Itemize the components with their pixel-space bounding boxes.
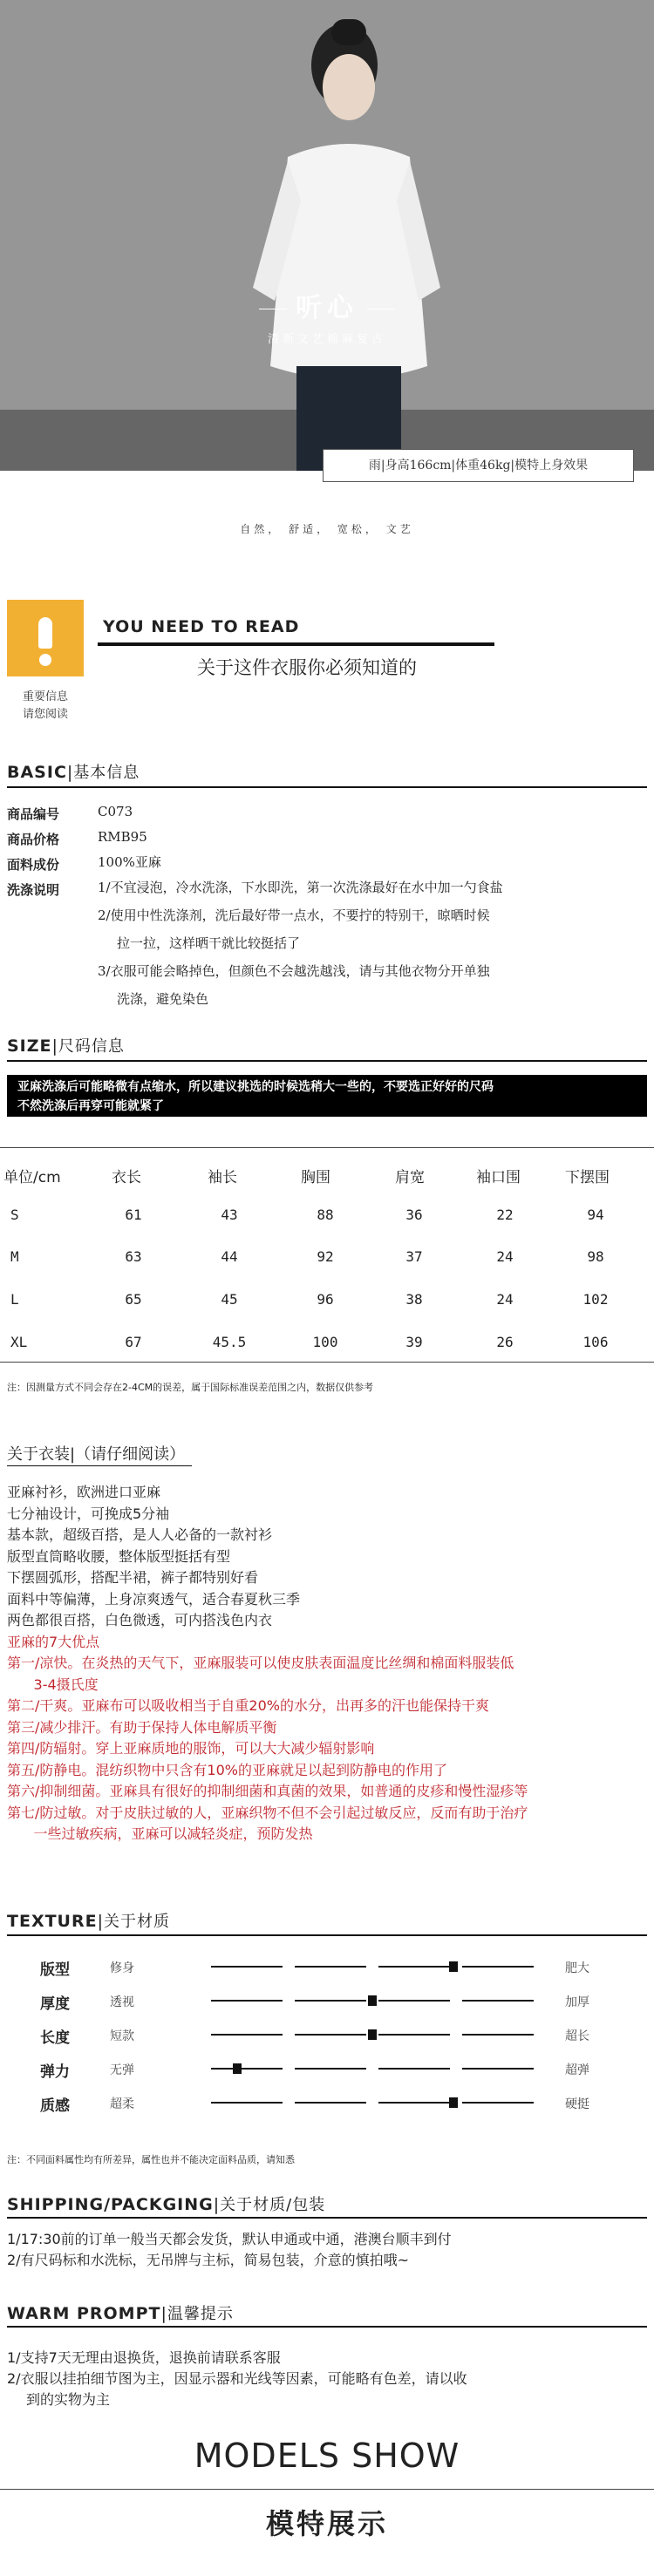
scale-segment (378, 2068, 450, 2070)
size-rule (7, 1060, 647, 1062)
texture-heading: TEXTURE|关于材质 (7, 1912, 170, 1931)
size-cell: 37 (405, 1248, 423, 1265)
info-value: 100%亚麻 (98, 854, 161, 870)
basic-heading: BASIC|基本信息 (7, 763, 140, 782)
benefit-line: 第六/抑制细菌。亚麻具有很好的抑制细菌和真菌的效果，如普通的皮疹和慢性湿疹等 (7, 1783, 528, 1799)
warm-rule (7, 2326, 647, 2328)
scale-segment (378, 1966, 450, 1968)
size-header: 单位/cm (3, 1169, 61, 1186)
scale-segment (295, 2034, 366, 2036)
size-cell: 24 (496, 1291, 514, 1308)
scale-segment (462, 2034, 534, 2036)
shipping-heading: SHIPPING/PACKGING|关于材质/包装 (7, 2195, 326, 2214)
scale-segment (295, 2068, 366, 2070)
scale-segment (295, 2000, 366, 2002)
wash-line: 3/衣服可能会略掉色，但颜色不会越洗越浅，请与其他衣物分开单独 (98, 963, 490, 979)
shipping-text (7, 2229, 452, 2271)
texture-left-word: 修身 (110, 1961, 134, 1975)
size-cell: 102 (582, 1291, 609, 1308)
texture-label: 弹力 (40, 2063, 70, 2081)
about-line: 面料中等偏薄，上身凉爽透气，适合春夏秋三季 (7, 1590, 301, 1607)
benefit-line: 第五/防静电。混纺织物中只含有10%的亚麻就足以起到防静电的作用了 (7, 1761, 447, 1778)
size-cell: 63 (125, 1248, 142, 1265)
benefit-line: 一些过敏疾病，亚麻可以减轻炎症，预防发热 (7, 1825, 313, 1842)
texture-right-word: 超长 (565, 2029, 589, 2043)
scale-segment (462, 2068, 534, 2070)
models-divider (0, 2489, 654, 2490)
benefit-line: 亚麻的7大优点 (7, 1633, 100, 1650)
scale-segment (211, 2068, 283, 2070)
size-cell: 106 (582, 1334, 609, 1350)
model-photo (0, 0, 654, 471)
size-cell: 38 (405, 1291, 423, 1308)
size-header: 下摆围 (565, 1169, 610, 1186)
texture-left-word: 透视 (110, 1995, 134, 2009)
wash-line: 拉一拉，这样晒干就比较挺括了 (117, 935, 301, 951)
size-cell: 44 (221, 1248, 238, 1265)
shrink-notice: 亚麻洗涤后可能略微有点缩水，所以建议挑选的时候选稍大一些的，不要选正好好的尺码 不然洗涤后再穿可能就紧了 (7, 1075, 647, 1117)
exclamation-icon (7, 600, 84, 676)
texture-right-word: 肥大 (565, 1961, 589, 1975)
scale-segment (211, 2102, 283, 2104)
size-header: 袖长 (208, 1169, 237, 1186)
brand-subtitle: 清新文艺棉麻复古 (267, 333, 386, 346)
scale-segment (378, 2102, 450, 2104)
warm-heading: WARM PROMPT|温馨提示 (7, 2304, 234, 2323)
scale-segment (378, 2034, 450, 2036)
shipping-line: 2/有尺码标和水洗标，无吊牌与主标，简易包装，介意的慎拍哦~ (7, 2252, 409, 2268)
brand-logo (222, 286, 432, 346)
size-cell: 65 (125, 1291, 142, 1308)
models-show-title: MODELS SHOW (194, 2437, 460, 2475)
about-line: 两色都很百搭，白色微透，可内搭浅色内衣 (7, 1612, 273, 1628)
benefit-line: 第四/防辐射。穿上亚麻质地的服饰，可以大大减少辐射影响 (7, 1740, 375, 1757)
size-cell: 39 (405, 1334, 423, 1350)
about-line: 版型直筒略收腰，整体版型挺括有型 (7, 1547, 231, 1565)
scale-segment (462, 2000, 534, 2002)
table-bottom-line (0, 1362, 654, 1363)
size-cell: L (10, 1291, 19, 1308)
about-line: 下摆圆弧形，搭配半裙，裤子都特别好看 (7, 1569, 259, 1586)
model-caption: 雨|身高166cm|体重46kg|模特上身效果 (323, 449, 634, 482)
texture-left-word: 超柔 (110, 2097, 134, 2111)
size-cell: 88 (317, 1206, 334, 1223)
scale-segment (378, 2000, 450, 2002)
size-cell: 94 (587, 1206, 604, 1223)
size-cell: M (10, 1248, 19, 1265)
size-cell: 43 (221, 1206, 238, 1223)
size-cell: 45 (221, 1291, 238, 1308)
warm-line: 1/支持7天无理由退换货，退换前请联系客服 (7, 2349, 281, 2366)
about-line: 七分袖设计，可挽成5分袖 (7, 1505, 170, 1522)
read-title: YOU NEED TO READ (103, 617, 300, 636)
benefit-line: 第三/减少排汗。有助于保持人体电解质平衡 (7, 1718, 277, 1736)
size-cell: S (10, 1206, 19, 1223)
about-line: 基本款，超级百搭，是人人必备的一款衬衫 (7, 1526, 273, 1543)
warm-line: 2/衣服以挂拍细节图为主，因显示器和光线等因素，可能略有色差，请以收 (7, 2370, 467, 2387)
tagline: 自然， 舒适， 宽松， 文艺 (240, 523, 414, 535)
table-top-line (0, 1147, 654, 1148)
warm-line: 到的实物为主 (26, 2391, 111, 2408)
scale-marker (368, 1995, 377, 2006)
read-subtitle: 关于这件衣服你必须知道的 (197, 657, 417, 678)
texture-rule (7, 1934, 647, 1936)
info-key: 商品价格 (7, 832, 60, 847)
texture-left-word: 短款 (110, 2029, 134, 2043)
size-header: 衣长 (112, 1169, 141, 1186)
texture-label: 长度 (40, 2029, 70, 2047)
scale-segment (211, 2000, 283, 2002)
size-cell: 22 (496, 1206, 514, 1223)
warm-text (7, 2348, 467, 2410)
scale-marker (233, 2063, 242, 2074)
size-cell: 36 (405, 1206, 423, 1223)
scale-segment (462, 2102, 534, 2104)
scale-marker (449, 1961, 458, 1972)
scale-segment (462, 1966, 534, 1968)
info-key: 面料成份 (7, 857, 60, 873)
size-header: 袖口围 (476, 1169, 521, 1186)
scale-marker (368, 2029, 377, 2040)
models-show-subtitle: 模特展示 (265, 2507, 388, 2540)
size-header: 胸围 (301, 1169, 330, 1186)
info-value: RMB95 (98, 829, 147, 845)
scale-segment (295, 1966, 366, 1968)
read-side-label: 重要信息 请您阅读 (22, 690, 68, 721)
size-cell: 61 (125, 1206, 142, 1223)
shipping-rule (7, 2217, 647, 2219)
size-cell: 26 (496, 1334, 514, 1350)
texture-left-word: 无弹 (110, 2063, 134, 2077)
scale-segment (295, 2102, 366, 2104)
size-cell: 45.5 (212, 1334, 247, 1350)
size-cell: XL (10, 1334, 28, 1350)
benefit-line: 第二/干爽。亚麻布可以吸收相当于自重20%的水分，出再多的汗也能保持干爽 (7, 1697, 489, 1714)
brand-title: 听心 (222, 286, 432, 324)
size-cell: 96 (317, 1291, 334, 1308)
wash-line: 洗涤，避免染色 (117, 991, 209, 1007)
shipping-line: 1/17:30前的订单一般当天都会发货，默认申通或中通，港澳台顺丰到付 (7, 2231, 452, 2247)
size-cell: 92 (317, 1248, 334, 1265)
size-header: 肩宽 (395, 1169, 425, 1186)
size-cell: 24 (496, 1248, 514, 1265)
info-value: C073 (98, 804, 133, 819)
wash-line: 2/使用中性洗涤剂，洗后最好带一点水，不要拧的特别干，晾晒时候 (98, 907, 490, 923)
size-cell: 100 (312, 1334, 338, 1350)
benefit-line: 第七/防过敏。对于皮肤过敏的人，亚麻织物不但不会引起过敏反应，反而有助于治疗 (7, 1804, 528, 1821)
size-cell: 67 (125, 1334, 142, 1350)
info-key: 洗涤说明 (7, 882, 60, 898)
benefit-line: 3-4摄氏度 (7, 1675, 99, 1693)
scale-segment (211, 1966, 283, 1968)
about-line: 亚麻衬衫，欧洲进口亚麻 (7, 1484, 161, 1500)
texture-label: 厚度 (40, 1995, 70, 2013)
scale-segment (211, 2034, 283, 2036)
about-text (7, 1482, 528, 1845)
size-cell: 98 (587, 1248, 604, 1265)
size-heading: SIZE|尺码信息 (7, 1037, 125, 1056)
texture-label: 质感 (40, 2097, 70, 2115)
read-divider (98, 642, 494, 646)
wash-line: 1/不宜浸泡，冷水洗涤，下水即洗，第一次洗涤最好在水中加一勺食盐 (98, 880, 503, 895)
size-note: 注：因测量方式不同会存在2-4CM的误差，属于国际标准误差范围之内，数据仅供参考 (7, 1382, 374, 1393)
scale-marker (449, 2097, 458, 2108)
texture-label: 版型 (40, 1961, 70, 1979)
texture-right-word: 超弹 (565, 2063, 589, 2077)
basic-rule (7, 786, 647, 788)
about-rule (7, 1465, 192, 1466)
texture-right-word: 硬挺 (565, 2097, 589, 2111)
texture-note: 注：不同面料属性均有所差异，属性也并不能决定面料品质，请知悉 (7, 2154, 295, 2165)
hero-photo (0, 0, 654, 471)
about-heading: 关于衣装|（请仔细阅读） (7, 1445, 186, 1464)
info-key: 商品编号 (7, 806, 60, 822)
texture-right-word: 加厚 (565, 1995, 589, 2009)
benefit-line: 第一/凉快。在炎热的天气下，亚麻服装可以使皮肤表面温度比丝绸和棉面料服装低 (7, 1655, 514, 1671)
